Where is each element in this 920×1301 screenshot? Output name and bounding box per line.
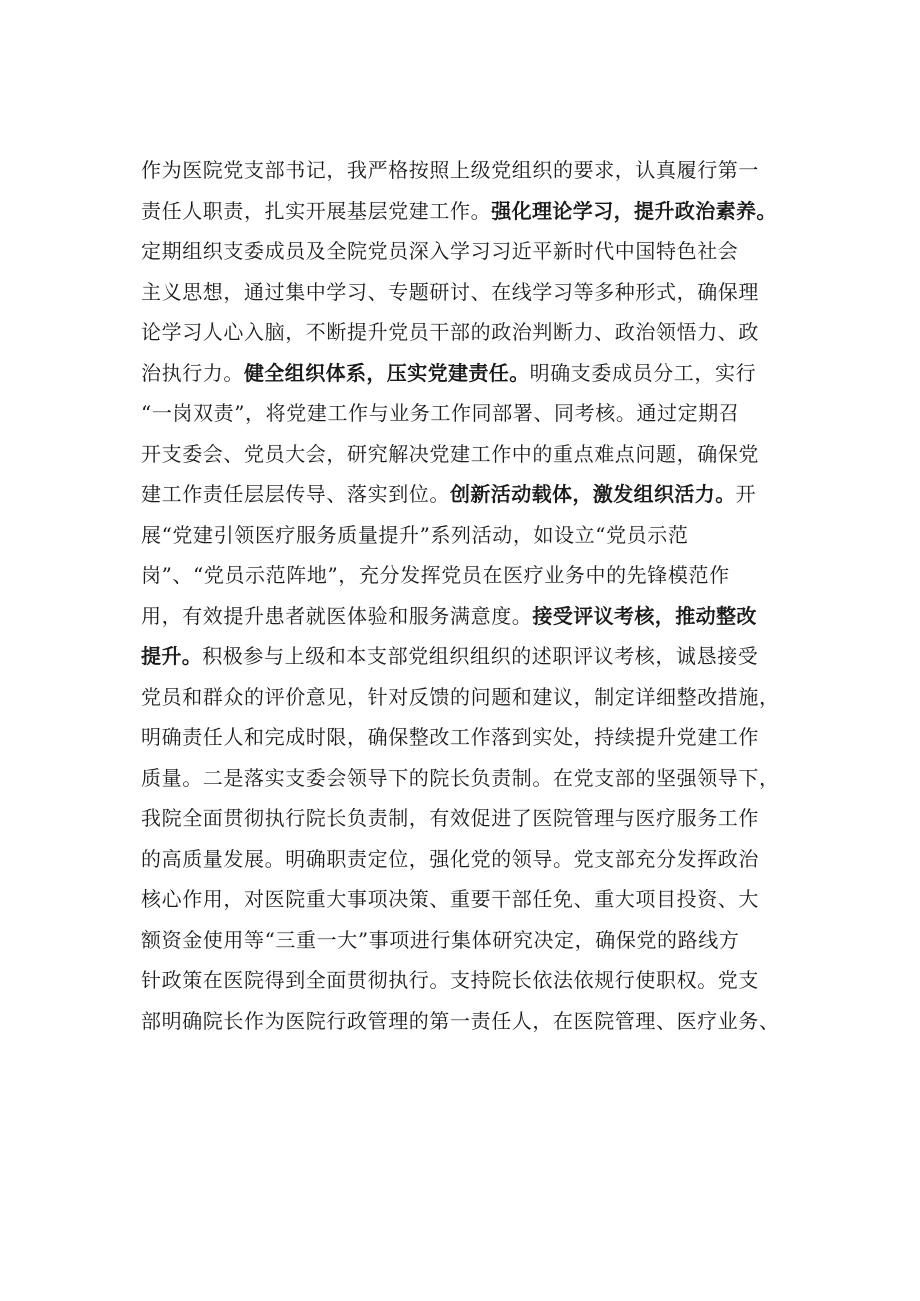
text-line (141, 960, 791, 1001)
text-line (141, 596, 791, 637)
bold-heading-phrase: 提升。 (141, 644, 203, 668)
text-line (141, 353, 791, 394)
text-segment: “一岗双责”，将党建工作与业务工作同部署、同考核。通过定期召 (141, 401, 740, 425)
text-segment: 责任人职责，扎实开展基层党建工作。 (141, 198, 492, 223)
text-segment: 开 (735, 482, 757, 506)
text-segment: 定期组织支委成员及全院党员深入学习习近平新时代中国特色社会 (141, 239, 739, 263)
text-line (141, 677, 791, 718)
text-segment: 核心作用，对医院重大事项决策、重要干部任免、重大项目投资、大 (141, 887, 759, 911)
text-segment: 岗”、“党员示范阵地”，充分发挥党员在医疗业务中的先锋模范作 (141, 563, 730, 587)
text-line (141, 515, 791, 556)
text-segment: 作为医院党支部书记，我严格按照上级党组织的要求，认真履行第一 (141, 158, 759, 182)
text-segment: 我院全面贯彻执行院长负责制，有效促进了医院管理与医疗服务工作 (141, 806, 759, 830)
text-segment: 额资金使用等“三重一大”事项进行集体研究决定，确保党的路线方 (141, 927, 740, 952)
text-line (141, 758, 791, 799)
text-line (141, 272, 791, 313)
bold-heading-phrase: 接受评议考核，推动整改 (532, 603, 757, 628)
text-segment: 论学习人心入脑，不断提升党员干部的政治判断力、政治领悟力、政 (141, 320, 759, 344)
bold-heading-phrase: 健全组织体系，压实党建责任。 (244, 360, 530, 385)
text-line (141, 555, 791, 596)
text-line (141, 798, 791, 839)
text-segment: 部明确院长作为医院行政管理的第一责任人，在医院管理、医疗业务、 (141, 1008, 780, 1033)
text-segment: 开支委会、党员大会，研究解决党建工作中的重点难点问题，确保党 (141, 441, 759, 466)
text-segment: 质量。二是落实支委会领导下的院长负责制。在党支部的坚强领导下， (141, 765, 780, 790)
bold-heading-phrase: 创新活动载体，激发组织活力。 (450, 482, 736, 506)
text-line (141, 231, 791, 272)
text-line (141, 636, 791, 677)
text-line (141, 434, 791, 475)
text-segment: 明确责任人和完成时限，确保整改工作落到实处，持续提升党建工作 (141, 725, 759, 749)
text-line (141, 312, 791, 353)
text-line (141, 839, 791, 880)
text-line (141, 879, 791, 920)
text-line (141, 474, 791, 515)
bold-heading-phrase: 强化理论学习，提升政治素养。 (491, 198, 777, 223)
text-segment: 党员和群众的评价意见，针对反馈的问题和建议，制定详细整改措施， (141, 684, 780, 709)
text-segment: 积极参与上级和本支部党组织组织的述职评议考核，诚恳接受 (202, 644, 759, 668)
text-line (141, 191, 791, 232)
text-segment: 用，有效提升患者就医体验和服务满意度。 (141, 603, 533, 628)
text-segment: 建工作责任层层传导、落实到位。 (141, 482, 450, 506)
text-line (141, 920, 791, 961)
text-line (141, 393, 791, 434)
text-segment: 针政策在医院得到全面贯彻执行。支持院长依法依规行使职权。党支 (141, 968, 759, 992)
body-text (141, 150, 791, 1041)
text-segment: 治执行力。 (141, 360, 244, 385)
text-segment: 展“党建引领医疗服务质量提升”系列活动，如设立“党员示范 (141, 522, 689, 547)
text-line (141, 717, 791, 758)
text-line (141, 150, 791, 191)
text-segment: 明确支委成员分工，实行 (529, 360, 757, 385)
text-line (141, 1001, 791, 1042)
text-segment: 主义思想，通过集中学习、专题研讨、在线学习等多种形式，确保理 (141, 279, 759, 304)
text-segment: 的高质量发展。明确职责定位，强化党的领导。党支部充分发挥政治 (141, 846, 759, 871)
